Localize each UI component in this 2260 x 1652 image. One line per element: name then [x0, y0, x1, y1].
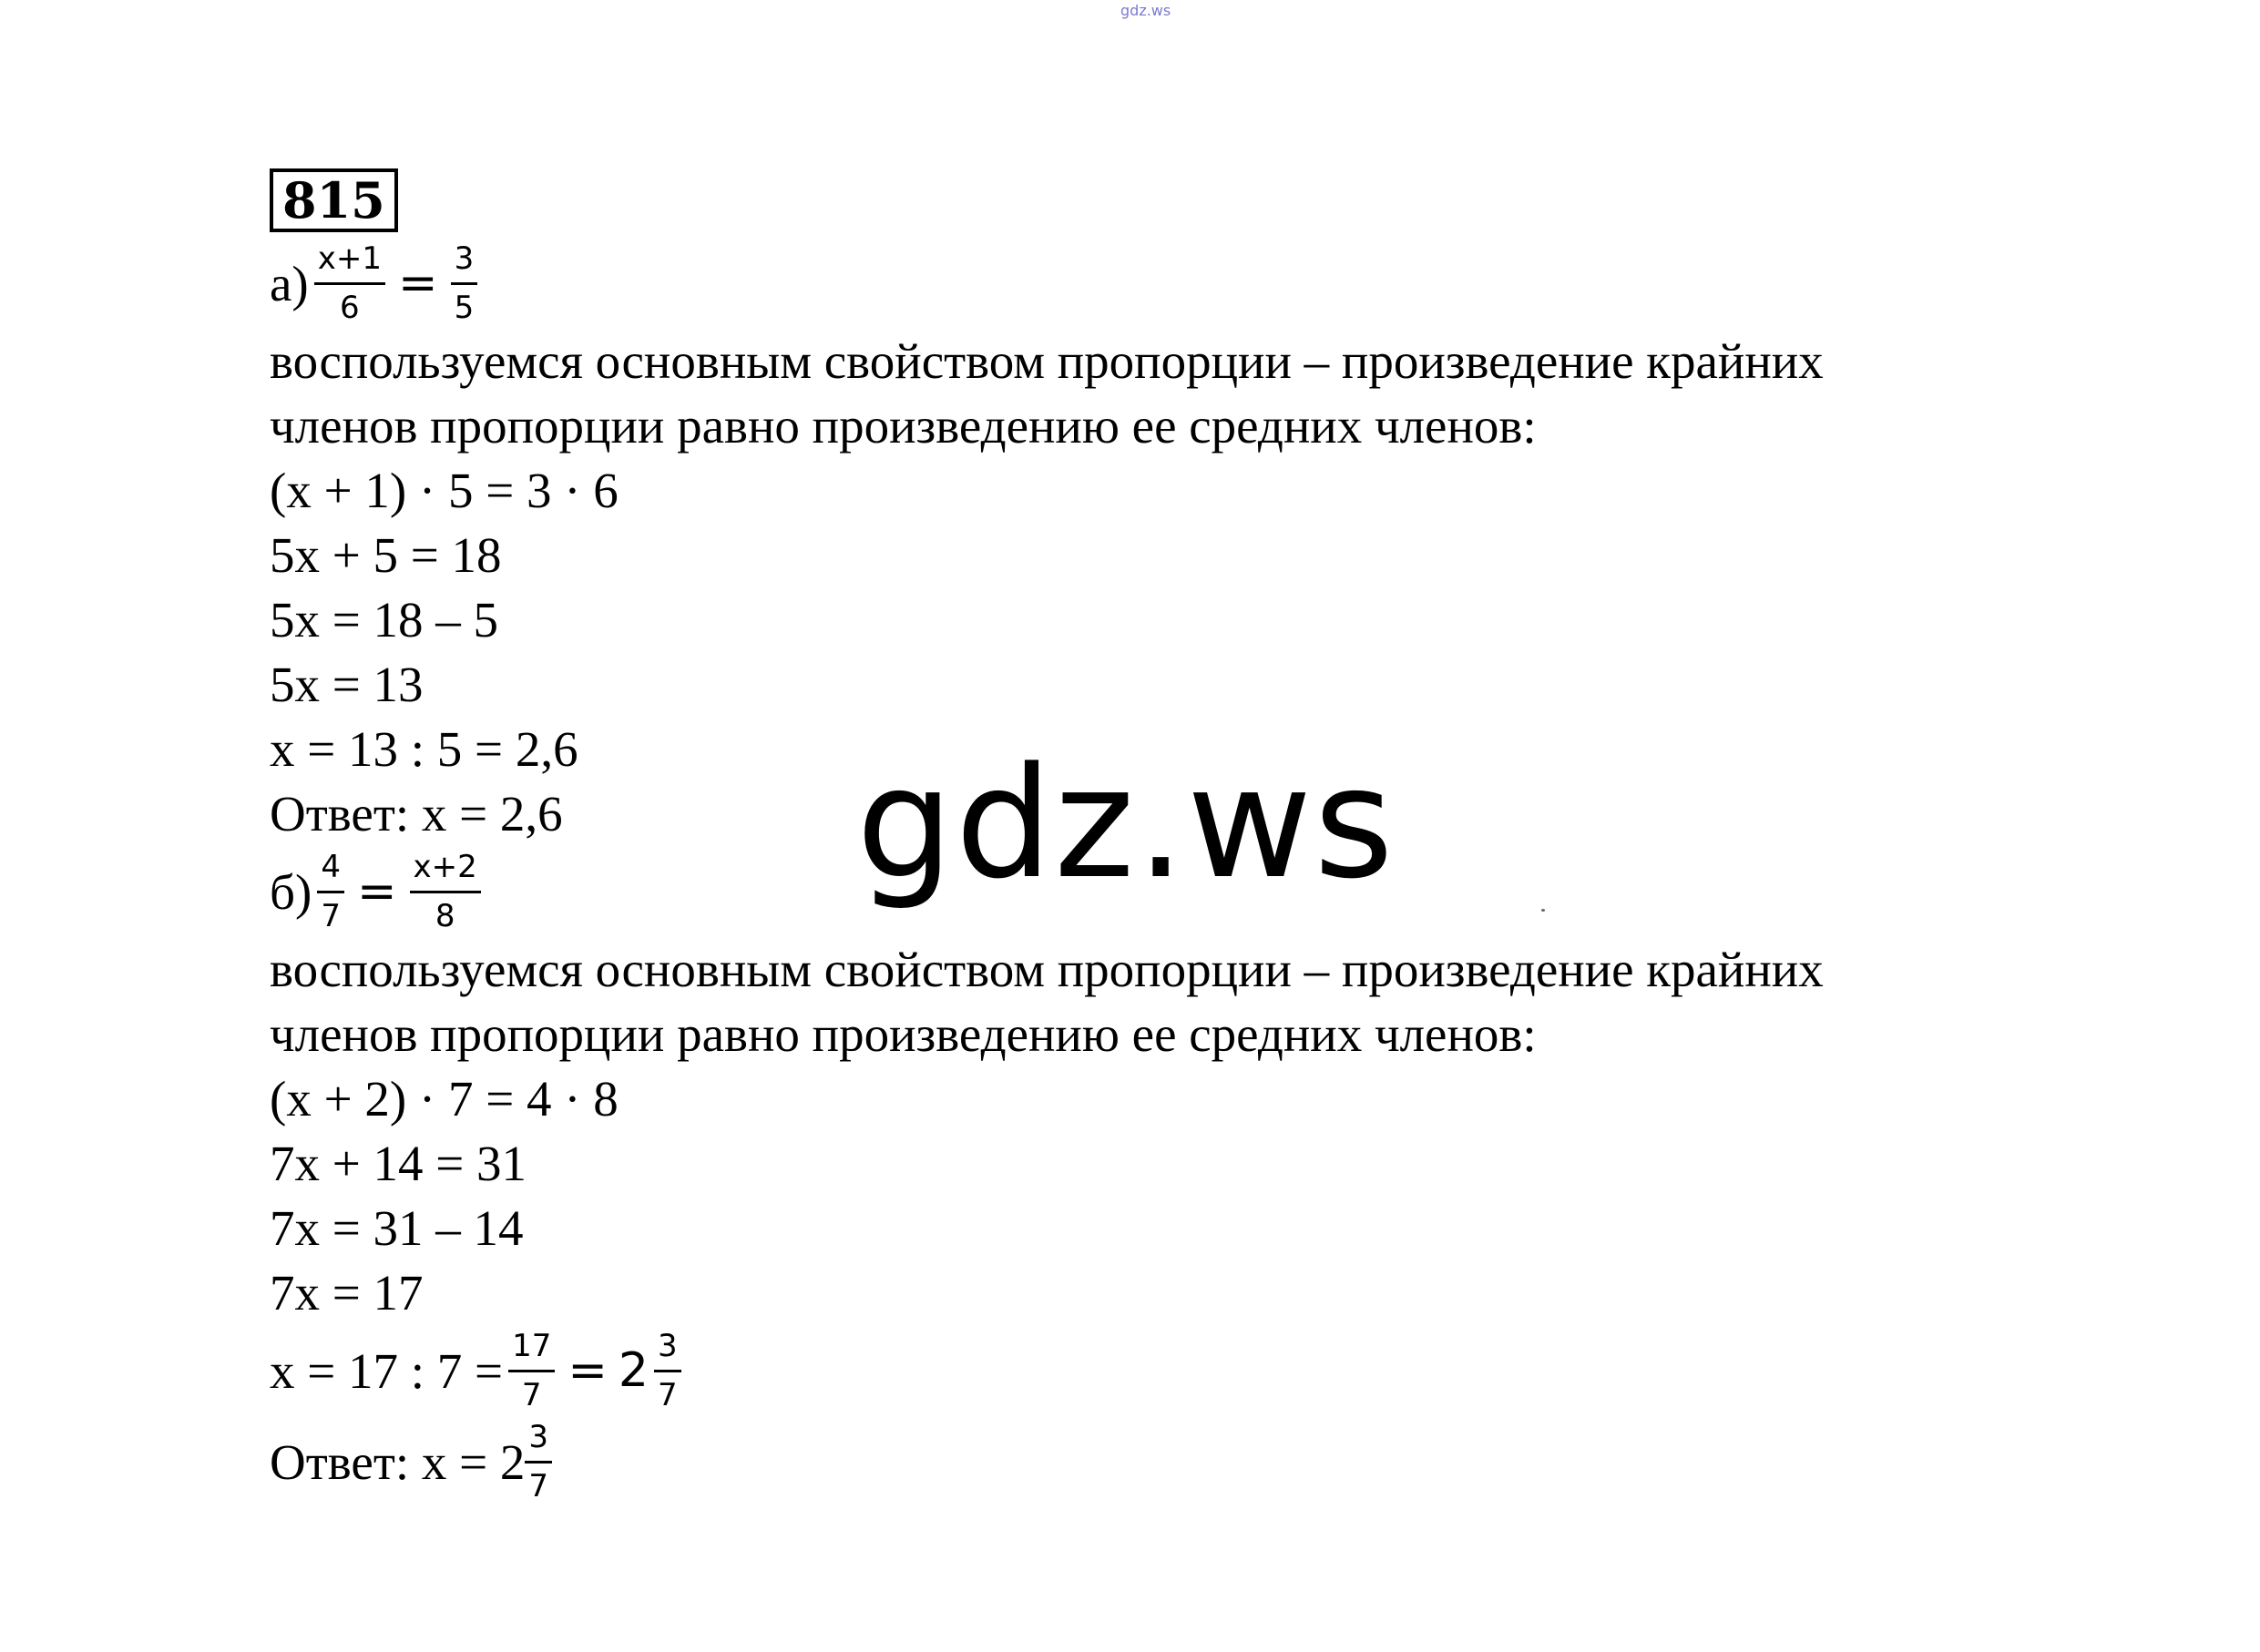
part-b-explanation-line-1: воспользуемся основным свойством пропорции – произведение крайних — [270, 942, 1824, 997]
part-a-step: 5x + 5 = 18 — [270, 527, 502, 583]
part-b-final-step — [270, 1325, 2000, 1416]
part-b-step: 7x = 31 – 14 — [270, 1200, 524, 1256]
fraction-denominator: 7 — [658, 1376, 678, 1413]
mixed-number-fraction — [654, 1327, 681, 1414]
fraction-numerator: 3 — [525, 1418, 552, 1463]
part-b-left-fraction — [317, 848, 344, 935]
mixed-number-whole: 2 — [618, 1343, 649, 1398]
fraction-denominator: 8 — [435, 897, 455, 934]
part-b-label: б) — [270, 863, 312, 920]
part-a-label: а) — [270, 255, 309, 311]
part-b-answer — [270, 1416, 2000, 1507]
final-step-prefix: x = 17 : 7 = — [270, 1342, 504, 1399]
fraction-numerator: x+1 — [314, 240, 385, 285]
part-a-explanation-line-1: воспользуемся основным свойством пропорции – произведение крайних — [270, 333, 1824, 389]
part-a-step: x = 13 : 5 = 2,6 — [270, 721, 578, 777]
equals-sign: = — [356, 864, 397, 919]
top-watermark-text: gdz.ws — [1120, 2, 1171, 19]
part-a-equation — [270, 238, 2000, 329]
answer-prefix: Ответ: x = 2 — [270, 1433, 526, 1490]
fraction-numerator: 4 — [317, 848, 344, 893]
equals-sign: = — [568, 1343, 608, 1398]
part-b-step: 7x = 17 — [270, 1265, 424, 1321]
fraction-denominator: 7 — [528, 1467, 549, 1504]
part-a-step: 5x = 18 – 5 — [270, 592, 499, 648]
problem-number: 815 — [270, 168, 398, 232]
part-b-right-fraction — [410, 848, 481, 935]
part-a-step: 5x = 13 — [270, 657, 424, 712]
equals-sign: = — [397, 256, 438, 311]
fraction-denominator: 7 — [321, 897, 341, 934]
fraction-numerator: x+2 — [410, 848, 481, 893]
part-b-step: 7x + 14 = 31 — [270, 1136, 527, 1191]
part-a-explanation-line-2: членов пропорции равно произведению ее средних членов: — [270, 398, 1537, 454]
part-b-explanation-line-2: членов пропорции равно произведению ее средних членов: — [270, 1006, 1537, 1062]
fraction-numerator: 17 — [508, 1327, 555, 1372]
fraction-numerator: 3 — [654, 1327, 681, 1372]
part-a-answer: Ответ: x = 2,6 — [270, 786, 563, 841]
fraction-denominator: 6 — [340, 289, 360, 326]
fraction-numerator: 3 — [451, 240, 478, 285]
fraction-denominator: 7 — [521, 1376, 542, 1413]
part-a-left-fraction — [314, 240, 385, 327]
answer-fraction — [525, 1418, 552, 1505]
gdz-watermark: gdz.ws — [856, 734, 1396, 913]
part-b-step: (x + 2) · 7 = 4 · 8 — [270, 1071, 619, 1127]
part-a-step: (x + 1) · 5 = 3 · 6 — [270, 463, 619, 518]
part-b-equation — [270, 846, 2000, 937]
solution-content — [270, 168, 2000, 1507]
part-a-right-fraction — [451, 240, 478, 327]
final-improper-fraction — [508, 1327, 555, 1414]
fraction-denominator: 5 — [454, 289, 475, 326]
